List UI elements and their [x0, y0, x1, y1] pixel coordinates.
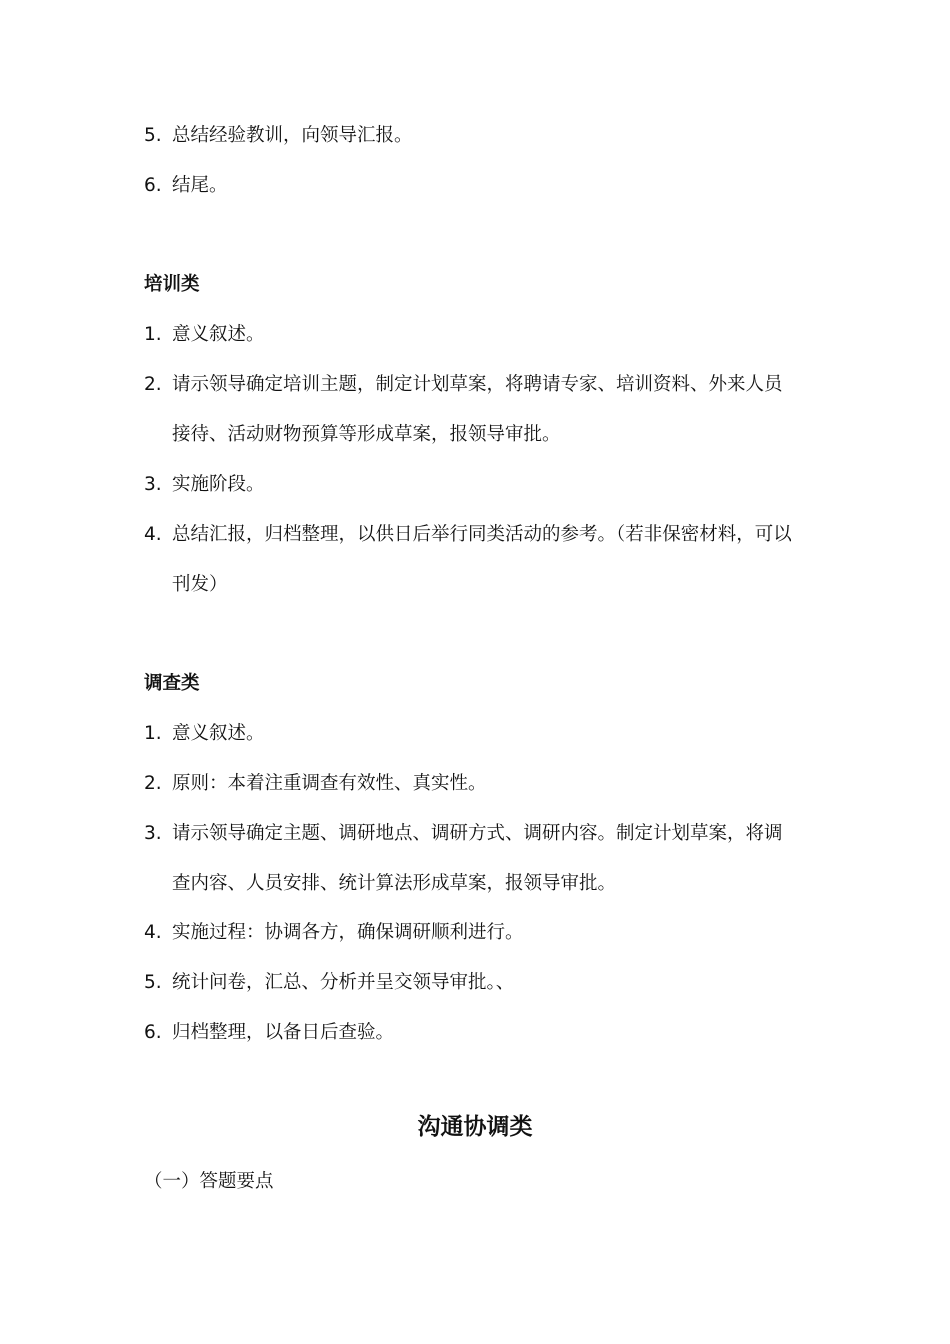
list-text: 总结经验教训，向领导汇报。: [172, 125, 413, 146]
list-text: 请示领导确定培训主题，制定计划草案，将聘请专家、培训资料、外来人员: [172, 374, 783, 395]
list-number: 3.: [144, 474, 162, 495]
list-text: 结尾。: [172, 175, 228, 196]
list-text: 查内容、人员安排、统计算法形成草案，报领导审批。: [172, 873, 617, 894]
list-text: 统计问卷，汇总、分析并呈交领导审批。、: [172, 972, 515, 993]
list-number: 1.: [144, 324, 162, 345]
list-text: 刊发）: [172, 574, 228, 595]
subheading-text: （一）答题要点: [144, 1171, 274, 1192]
list-text: 意义叙述。: [172, 324, 265, 345]
subheading: [144, 1169, 274, 1195]
list-number: 6.: [144, 1022, 162, 1043]
list-text: 实施过程：协调各方，确保调研顺利进行。: [172, 922, 524, 943]
list-number: 2.: [144, 773, 162, 794]
list-number: 3.: [144, 823, 162, 844]
list-number: 5.: [144, 125, 162, 146]
list-number: 4.: [144, 922, 162, 943]
section-heading-training: 培训类: [144, 274, 200, 295]
list-text: 实施阶段。: [172, 474, 265, 495]
list-text: 请示领导确定主题、调研地点、调研方式、调研内容。制定计划草案，将调: [172, 823, 783, 844]
list-number: 1.: [144, 723, 162, 744]
section-heading-survey: 调查类: [144, 673, 200, 694]
list-text: 总结汇报，归档整理，以供日后举行同类活动的参考。（若非保密材料，可以: [172, 524, 792, 545]
list-text: 原则：本着注重调查有效性、真实性。: [172, 773, 487, 794]
list-number: 4.: [144, 524, 162, 545]
list-text: 接待、活动财物预算等形成草案，报领导审批。: [172, 424, 561, 445]
list-text: 意义叙述。: [172, 723, 265, 744]
section-title-communication: 沟通协调类: [417, 1114, 533, 1140]
list-number: 2.: [144, 374, 162, 395]
list-number: 5.: [144, 972, 162, 993]
list-text: 归档整理，以备日后查验。: [172, 1022, 395, 1043]
list-number: 6.: [144, 175, 162, 196]
